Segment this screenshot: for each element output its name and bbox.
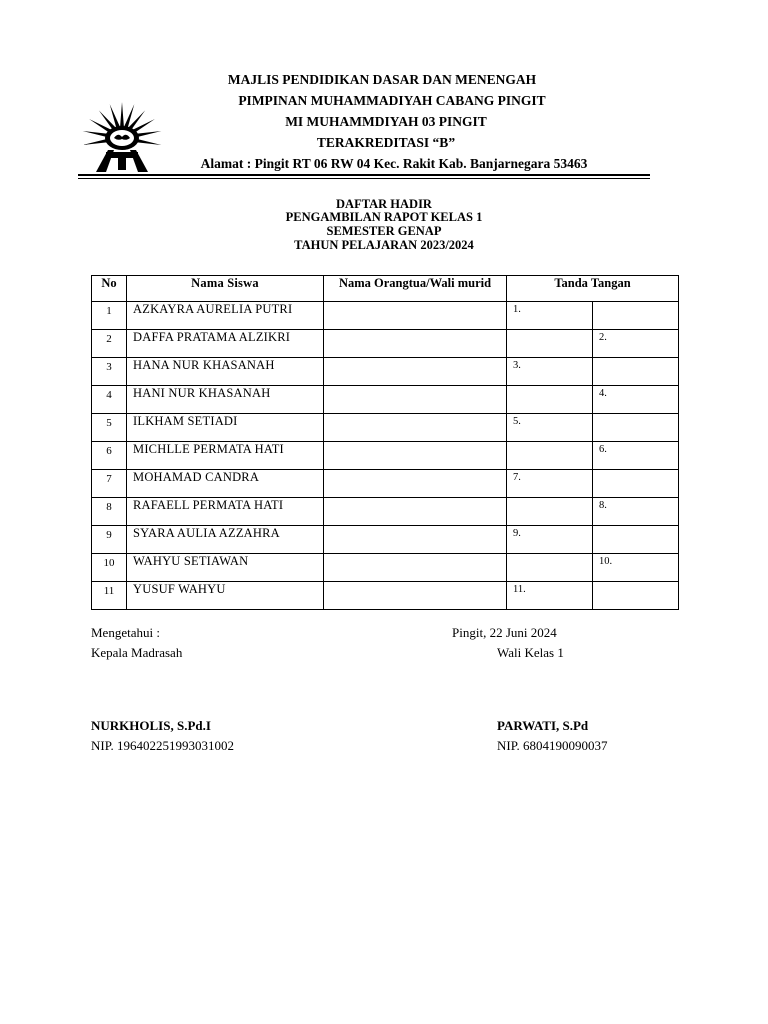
document-subtitle-1: PENGAMBILAN RAPOT KELAS 1 xyxy=(285,210,483,224)
parent-name-cell[interactable] xyxy=(324,414,507,442)
signature-cell[interactable] xyxy=(507,358,593,386)
student-name: AZKAYRA AURELIA PUTRI xyxy=(127,302,324,330)
signature-cell[interactable] xyxy=(593,498,679,526)
table-header-row xyxy=(92,276,679,302)
student-name: MOHAMAD CANDRA xyxy=(127,470,324,498)
parent-name-cell[interactable] xyxy=(324,302,507,330)
document-title: DAFTAR HADIR xyxy=(336,197,432,211)
signature-number: 4. xyxy=(599,388,607,399)
row-number: 2 xyxy=(92,330,127,358)
signature-cell[interactable] xyxy=(593,554,679,582)
signature-cell[interactable] xyxy=(507,442,593,470)
homeroom-role: Wali Kelas 1 xyxy=(497,645,564,660)
student-name: HANA NUR KHASANAH xyxy=(127,358,324,386)
parent-name-cell[interactable] xyxy=(324,526,507,554)
table-row xyxy=(92,582,679,610)
row-number: 8 xyxy=(92,498,127,526)
table-row xyxy=(92,302,679,330)
parent-name-cell[interactable] xyxy=(324,498,507,526)
homeroom-nip: NIP. 6804190090037 xyxy=(497,738,608,753)
header-line-2: PIMPINAN MUHAMMADIYAH CABANG PINGIT xyxy=(238,93,546,108)
table-row xyxy=(92,554,679,582)
header-line-1: MAJLIS PENDIDIKAN DASAR DAN MENENGAH xyxy=(227,72,537,87)
header-line-3: MI MUHAMMDIYAH 03 PINGIT xyxy=(285,114,487,129)
student-name: YUSUF WAHYU xyxy=(127,582,324,610)
principal-role: Kepala Madrasah xyxy=(91,645,183,660)
student-name: ILKHAM SETIADI xyxy=(127,414,324,442)
signature-cell[interactable] xyxy=(507,302,593,330)
header-parent-name: Nama Orangtua/Wali murid xyxy=(324,276,507,302)
parent-name-cell[interactable] xyxy=(324,554,507,582)
parent-name-cell[interactable] xyxy=(324,330,507,358)
homeroom-name: PARWATI, S.Pd xyxy=(497,718,589,733)
signature-cell[interactable] xyxy=(593,330,679,358)
document-subtitle-3: TAHUN PELAJARAN 2023/2024 xyxy=(294,238,474,252)
header-line-4: TERAKREDITASI “B” xyxy=(316,135,456,150)
signature-cell[interactable] xyxy=(593,302,679,330)
signature-number: 6. xyxy=(599,444,607,455)
signature-number: 3. xyxy=(513,360,521,371)
parent-name-cell[interactable] xyxy=(324,358,507,386)
signature-cell[interactable] xyxy=(507,526,593,554)
row-number: 1 xyxy=(92,302,127,330)
row-number: 3 xyxy=(92,358,127,386)
parent-name-cell[interactable] xyxy=(324,582,507,610)
row-number: 7 xyxy=(92,470,127,498)
signature-cell[interactable] xyxy=(593,414,679,442)
row-number: 10 xyxy=(92,554,127,582)
muhammadiyah-sun-logo-icon xyxy=(78,100,166,172)
signature-number: 5. xyxy=(513,416,521,427)
student-name: DAFFA PRATAMA ALZIKRI xyxy=(127,330,324,358)
attendance-table xyxy=(91,275,679,610)
signature-number: 10. xyxy=(599,556,613,567)
signature-cell[interactable] xyxy=(507,582,593,610)
signature-cell[interactable] xyxy=(507,470,593,498)
signature-number: 8. xyxy=(599,500,607,511)
document-subtitle-2: SEMESTER GENAP xyxy=(326,224,442,238)
table-row xyxy=(92,442,679,470)
row-number: 5 xyxy=(92,414,127,442)
signature-cell[interactable] xyxy=(593,358,679,386)
acknowledged-label: Mengetahui : xyxy=(91,625,160,640)
parent-name-cell[interactable] xyxy=(324,442,507,470)
signature-number: 7. xyxy=(513,472,521,483)
row-number: 6 xyxy=(92,442,127,470)
table-row xyxy=(92,414,679,442)
signature-cell[interactable] xyxy=(507,498,593,526)
header-divider-thin xyxy=(78,178,650,179)
header-student-name: Nama Siswa xyxy=(127,276,324,302)
student-name: HANI NUR KHASANAH xyxy=(127,386,324,414)
principal-name: NURKHOLIS, S.Pd.I xyxy=(91,718,211,733)
table-row xyxy=(92,498,679,526)
parent-name-cell[interactable] xyxy=(324,386,507,414)
principal-nip: NIP. 196402251993031002 xyxy=(91,738,235,753)
student-name: MICHLLE PERMATA HATI xyxy=(127,442,324,470)
table-row xyxy=(92,386,679,414)
signature-cell[interactable] xyxy=(593,442,679,470)
signature-cell[interactable] xyxy=(507,330,593,358)
header-divider-thick xyxy=(78,174,650,176)
table-row xyxy=(92,358,679,386)
signature-cell[interactable] xyxy=(593,582,679,610)
signature-cell[interactable] xyxy=(507,414,593,442)
signature-cell[interactable] xyxy=(593,526,679,554)
student-name: WAHYU SETIAWAN xyxy=(127,554,324,582)
signature-cell[interactable] xyxy=(507,386,593,414)
signature-cell[interactable] xyxy=(593,470,679,498)
student-name: SYARA AULIA AZZAHRA xyxy=(127,526,324,554)
header-no: No xyxy=(92,276,127,302)
signature-cell[interactable] xyxy=(593,386,679,414)
signature-number: 11. xyxy=(513,584,526,595)
student-name: RAFAELL PERMATA HATI xyxy=(127,498,324,526)
place-date: Pingit, 22 Juni 2024 xyxy=(452,625,557,640)
row-number: 4 xyxy=(92,386,127,414)
parent-name-cell[interactable] xyxy=(324,470,507,498)
header-address: Alamat : Pingit RT 06 RW 04 Kec. Rakit Kab. Banjarnegara 53463 xyxy=(200,156,588,171)
signature-cell[interactable] xyxy=(507,554,593,582)
row-number: 11 xyxy=(92,582,127,610)
signature-number: 2. xyxy=(599,332,607,343)
table-row xyxy=(92,330,679,358)
signature-number: 1. xyxy=(513,304,521,315)
header-signature: Tanda Tangan xyxy=(507,276,679,302)
table-row xyxy=(92,526,679,554)
row-number: 9 xyxy=(92,526,127,554)
signature-number: 9. xyxy=(513,528,521,539)
table-row xyxy=(92,470,679,498)
